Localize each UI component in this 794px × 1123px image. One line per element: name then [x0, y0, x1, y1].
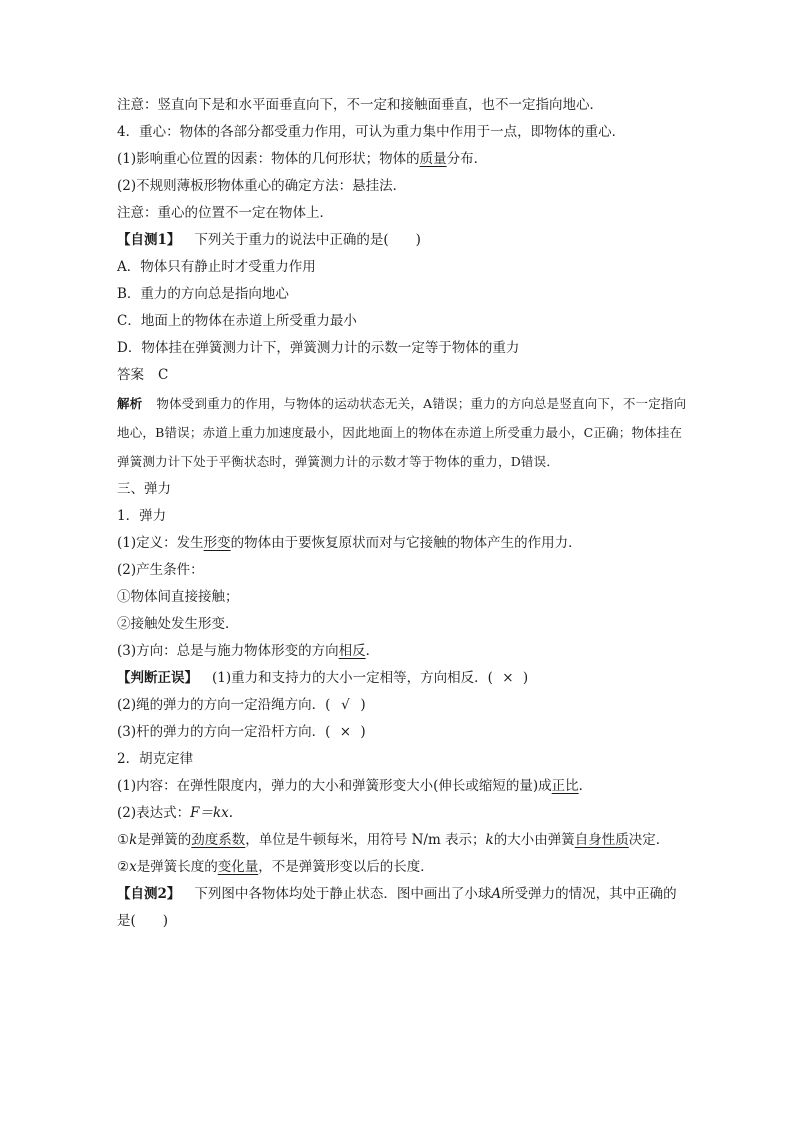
- section-3-heading: 三、弹力: [117, 481, 171, 497]
- hooke-x-explanation: ②x是弹簧长度的变化量，不是弹簧形变以后的长度．: [117, 859, 434, 875]
- self-test-1-question: 【自测1】 下列关于重力的说法中正确的是( ): [117, 232, 421, 248]
- analysis-label: 解析: [117, 396, 143, 411]
- underlined-term: 变化量: [217, 859, 259, 875]
- self-test-tag: 【自测1】: [117, 232, 181, 248]
- judge-tag: 【判断正误】: [117, 670, 198, 686]
- hooke-k-explanation: ①k是弹簧的劲度系数，单位是牛顿每米，用符号 N/m 表示；k的大小由弹簧自身性质决定．: [117, 832, 670, 848]
- note-gravity-direction: 注意：竖直向下是和水平面垂直向下，不一定和接触面垂直，也不一定指向地心．: [117, 97, 603, 113]
- elastic-force-heading: 1．弹力: [117, 508, 167, 524]
- formula: F＝kx.: [190, 805, 234, 821]
- judge-item-1: 【判断正误】 (1)重力和支持力的大小一定相等，方向相反．( × ): [117, 665, 687, 692]
- answer-value: C: [158, 367, 169, 383]
- answer-line: [117, 362, 687, 389]
- option-a: A．物体只有静止时才受重力作用: [117, 259, 316, 275]
- elastic-conditions: (2)产生条件：: [117, 562, 204, 578]
- analysis-paragraph: [117, 389, 687, 476]
- judge-mark: ×: [502, 670, 514, 686]
- underlined-term: 形变: [203, 535, 231, 551]
- underlined-term: 劲度系数: [191, 832, 246, 848]
- self-test-2-question: 【自测2】 下列图中各物体均处于静止状态．图中画出了小球A所受弹力的情况，其中正确的是( ): [117, 886, 677, 929]
- underlined-term: 质量: [419, 151, 447, 167]
- option-c: C．地面上的物体在赤道上所受重力最小: [117, 313, 357, 329]
- answer-label: 答案: [117, 367, 144, 383]
- elastic-direction: (3)方向：总是与施力物体形变的方向相反．: [117, 643, 380, 659]
- underlined-term: 相反: [338, 643, 366, 659]
- note-cog-position: 注意：重心的位置不一定在物体上．: [117, 205, 333, 221]
- condition-1: ①物体间直接接触；: [117, 589, 239, 605]
- underlined-term: 自身性质: [574, 832, 629, 848]
- hooke-law-heading: 2．胡克定律: [117, 751, 194, 767]
- self-test-tag: 【自测2】: [117, 886, 181, 902]
- judge-item-2: (2)绳的弹力的方向一定沿绳方向．( √ ): [117, 692, 687, 719]
- hooke-formula: (2)表达式：F＝kx.: [117, 805, 234, 821]
- underlined-term: 正比: [551, 778, 579, 794]
- option-b: B．重力的方向总是指向地心: [117, 286, 289, 302]
- judge-mark: √: [341, 697, 350, 713]
- cog-factors: (1)影响重心位置的因素：物体的几何形状；物体的质量分布．: [117, 151, 488, 167]
- document-page: [117, 92, 687, 935]
- judge-mark: ×: [339, 724, 352, 740]
- elastic-definition: (1)定义：发生形变的物体由于要恢复原状而对与它接触的物体产生的作用力．: [117, 535, 582, 551]
- center-of-gravity-heading: 4．重心：物体的各部分都受重力作用，可认为重力集中作用于一点，即物体的重心．: [117, 124, 626, 140]
- hooke-content: (1)内容：在弹性限度内，弹力的大小和弹簧形变大小(伸长或缩短的量)成正比．: [117, 778, 593, 794]
- analysis-text: 物体受到重力的作用，与物体的运动状态无关，A错误；重力的方向总是竖直向下，不一定指向地心，B错误；赤道上重力加速度最小，因此地面上的物体在赤道上所受重力最小，C正确；物体挂在弹簧测力计下处于平衡状态时，弹簧测力计的示数才等于物体的重力，D错误．: [117, 396, 687, 469]
- judge-item-3: (3)杆的弹力的方向一定沿杆方向．( × ): [117, 719, 687, 746]
- cog-method: (2)不规则薄板形物体重心的确定方法：悬挂法．: [117, 178, 407, 194]
- condition-2: ②接触处发生形变．: [117, 616, 239, 632]
- option-d: D．物体挂在弹簧测力计下，弹簧测力计的示数一定等于物体的重力: [117, 340, 520, 356]
